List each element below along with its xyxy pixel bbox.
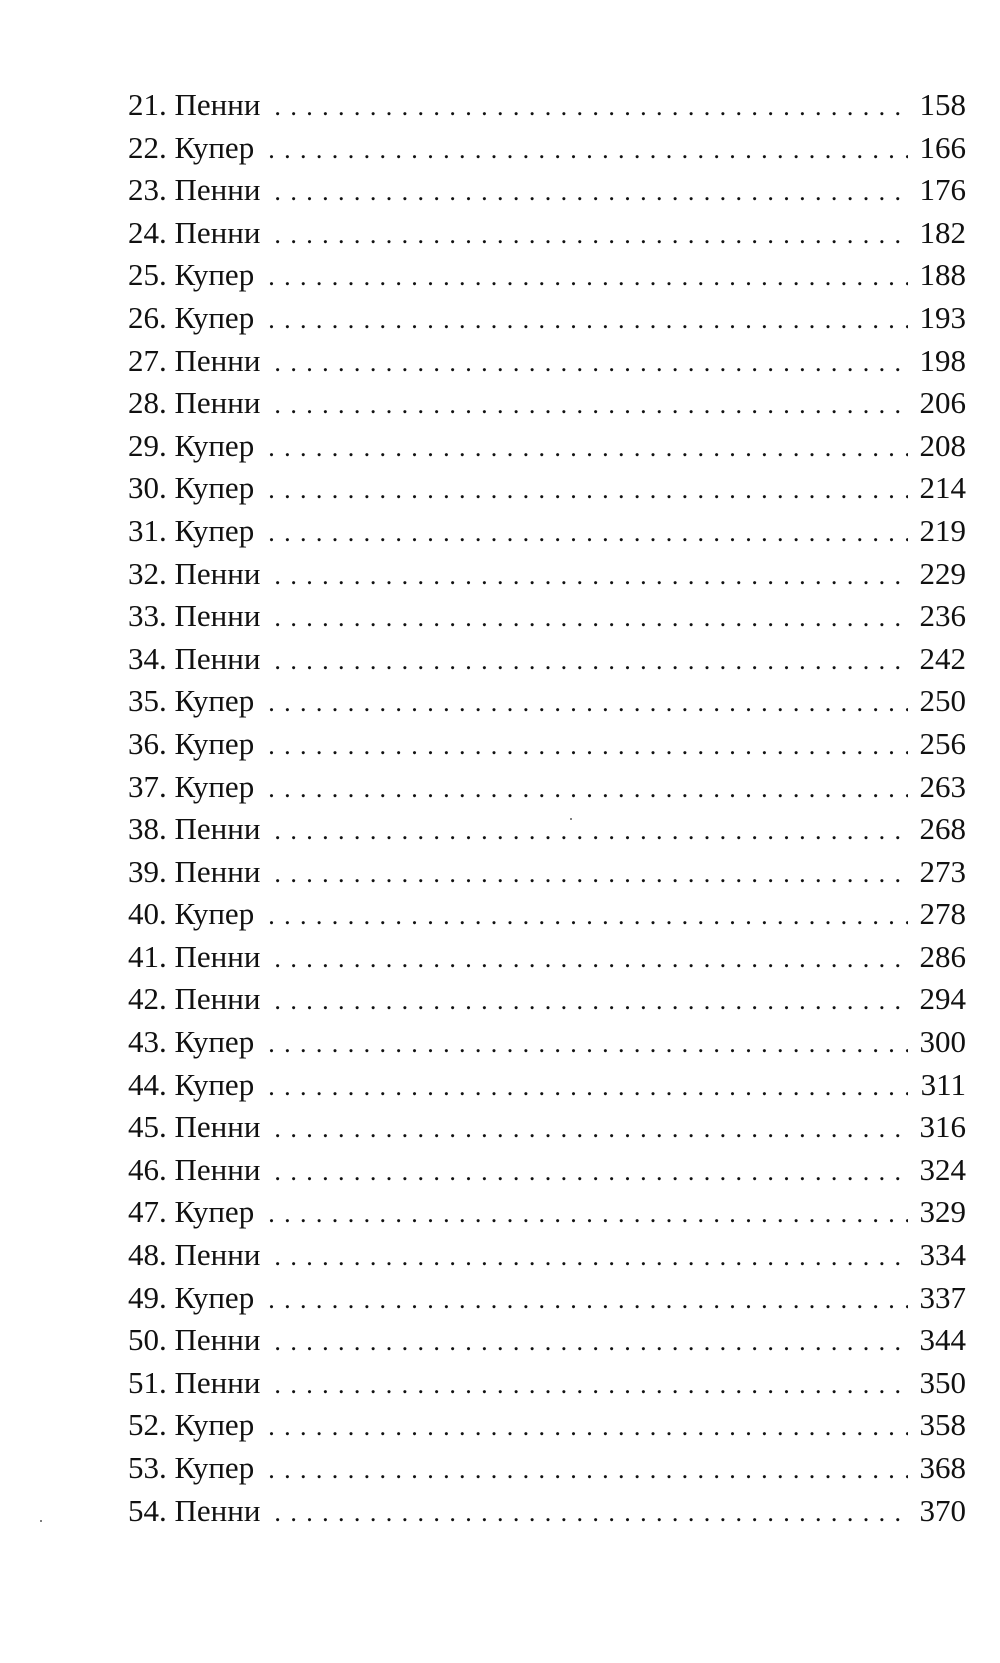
- dot-leader: [268, 469, 908, 512]
- table-of-contents: [128, 84, 966, 1532]
- toc-entry-title: Купер: [174, 257, 255, 293]
- scan-speck: [570, 818, 572, 820]
- toc-entry-page: 214: [919, 470, 966, 506]
- toc-entry-page: 206: [919, 385, 966, 421]
- toc-entry[interactable]: [128, 1234, 966, 1277]
- toc-entry-number: 41.: [128, 938, 167, 974]
- dot-leader: [268, 895, 908, 938]
- dot-leader: [268, 427, 908, 470]
- toc-entry-number: 54.: [128, 1492, 167, 1528]
- toc-entry-page: 344: [919, 1322, 966, 1358]
- toc-entry[interactable]: [128, 1490, 966, 1533]
- toc-entry-title: Пенни: [174, 598, 261, 634]
- toc-entry-title: Купер: [174, 129, 255, 165]
- toc-entry-page: 286: [919, 938, 966, 974]
- dot-leader: [268, 1023, 908, 1066]
- toc-entry[interactable]: [128, 936, 966, 979]
- toc-entry-number: 43.: [128, 1024, 167, 1060]
- dot-leader: [274, 555, 908, 598]
- toc-entry[interactable]: [128, 1447, 966, 1490]
- toc-entry-title: Пенни: [174, 640, 261, 676]
- toc-entry-page: 188: [919, 257, 966, 293]
- dot-leader: [274, 1364, 908, 1407]
- toc-entry-title: Купер: [174, 299, 255, 335]
- dot-leader: [274, 853, 908, 896]
- dot-leader: [268, 682, 908, 725]
- dot-leader: [268, 768, 908, 811]
- toc-entry-title: Купер: [174, 427, 255, 463]
- toc-entry-title: Купер: [174, 470, 255, 506]
- toc-entry-number: 24.: [128, 214, 167, 250]
- toc-entry-number: 49.: [128, 1279, 167, 1315]
- toc-entry-page: 350: [919, 1364, 966, 1400]
- toc-entry-number: 53.: [128, 1450, 167, 1485]
- toc-entry-title: Пенни: [174, 87, 261, 122]
- dot-leader: [274, 980, 908, 1023]
- toc-entry-number: 36.: [128, 725, 167, 761]
- dot-leader: [268, 512, 908, 555]
- toc-entry-title: Пенни: [174, 172, 261, 208]
- dot-leader: [274, 214, 908, 257]
- toc-entry[interactable]: [128, 1319, 966, 1362]
- toc-entry-title: Пенни: [174, 1237, 261, 1273]
- toc-entry[interactable]: [128, 808, 966, 851]
- dot-leader: [274, 1236, 908, 1279]
- toc-entry-number: 45.: [128, 1109, 167, 1145]
- toc-entry[interactable]: [128, 382, 966, 425]
- toc-entry[interactable]: [128, 467, 966, 510]
- dot-leader: [268, 1193, 908, 1236]
- toc-entry-title: Пенни: [174, 555, 261, 591]
- toc-entry-page: 300: [919, 1024, 966, 1060]
- toc-entry-number: 51.: [128, 1364, 167, 1400]
- toc-entry[interactable]: [128, 553, 966, 596]
- toc-entry-page: 324: [919, 1151, 966, 1187]
- toc-entry-page: 193: [919, 299, 966, 335]
- toc-entry[interactable]: [128, 893, 966, 936]
- toc-entry-page: 158: [919, 87, 966, 122]
- toc-entry-number: 47.: [128, 1194, 167, 1230]
- toc-entry-title: Купер: [174, 1407, 255, 1443]
- toc-entry-page: 176: [919, 172, 966, 208]
- dot-leader: [268, 1279, 908, 1322]
- dot-leader: [274, 1321, 908, 1364]
- toc-entry-page: 358: [919, 1407, 966, 1443]
- toc-entry-title: Купер: [174, 1024, 255, 1060]
- dot-leader: [268, 1449, 908, 1492]
- toc-entry[interactable]: [128, 127, 966, 170]
- toc-entry-page: 208: [919, 427, 966, 463]
- toc-entry-number: 29.: [128, 427, 167, 463]
- toc-entry-title: Купер: [174, 768, 255, 804]
- toc-entry[interactable]: [128, 297, 966, 340]
- toc-entry-number: 48.: [128, 1237, 167, 1273]
- toc-entry-title: Купер: [174, 512, 255, 548]
- dot-leader: [274, 342, 908, 385]
- toc-entry-title: Купер: [174, 1279, 255, 1315]
- toc-entry-number: 23.: [128, 172, 167, 208]
- toc-entry-title: Пенни: [174, 214, 261, 250]
- toc-entry-number: 44.: [128, 1066, 167, 1102]
- toc-entry-page: 337: [919, 1279, 966, 1315]
- dot-leader: [268, 256, 908, 299]
- toc-entry-page: 311: [920, 1066, 966, 1102]
- dot-leader: [268, 299, 908, 342]
- toc-entry-page: 256: [919, 725, 966, 761]
- toc-entry-page: 263: [919, 768, 966, 804]
- dot-leader: [274, 597, 908, 640]
- toc-entry-page: 268: [919, 811, 966, 847]
- toc-entry-number: 30.: [128, 470, 167, 506]
- toc-entry[interactable]: [128, 1191, 966, 1234]
- toc-entry[interactable]: [128, 510, 966, 553]
- toc-entry-title: Пенни: [174, 1109, 261, 1145]
- toc-entry[interactable]: [128, 169, 966, 212]
- toc-entry-page: 198: [919, 342, 966, 378]
- toc-entry-number: 38.: [128, 811, 167, 847]
- toc-entry-page: 236: [919, 598, 966, 634]
- toc-entry[interactable]: [128, 723, 966, 766]
- toc-entry[interactable]: [128, 1021, 966, 1064]
- toc-entry-title: Пенни: [174, 938, 261, 974]
- dot-leader: [268, 725, 908, 768]
- toc-entry-page: 166: [919, 129, 966, 165]
- toc-entry[interactable]: [128, 1149, 966, 1192]
- toc-entry-page: 242: [919, 640, 966, 676]
- dot-leader: [274, 938, 908, 981]
- toc-entry-page: 182: [919, 214, 966, 250]
- toc-entry-page: 229: [919, 555, 966, 591]
- toc-entry-page: 329: [919, 1194, 966, 1230]
- toc-entry[interactable]: [128, 212, 966, 255]
- dot-leader: [268, 1406, 908, 1449]
- toc-entry-number: 40.: [128, 896, 167, 932]
- toc-entry-number: 35.: [128, 683, 167, 719]
- toc-entry-number: 52.: [128, 1407, 167, 1443]
- toc-entry-title: Купер: [174, 1194, 255, 1230]
- toc-entry[interactable]: [128, 340, 966, 383]
- toc-entry-page: 368: [919, 1450, 966, 1485]
- toc-entry-title: Пенни: [174, 1322, 261, 1358]
- dot-leader: [274, 1492, 908, 1535]
- toc-entry-page: 316: [919, 1109, 966, 1145]
- dot-leader: [274, 640, 908, 683]
- toc-entry-number: 31.: [128, 512, 167, 548]
- toc-entry-number: 37.: [128, 768, 167, 804]
- toc-entry-number: 34.: [128, 640, 167, 676]
- toc-entry[interactable]: [128, 425, 966, 468]
- toc-entry[interactable]: [128, 851, 966, 894]
- dot-leader: [274, 1108, 908, 1151]
- toc-entry-title: Пенни: [174, 342, 261, 378]
- toc-entry-page: 294: [919, 981, 966, 1017]
- toc-entry-title: Пенни: [174, 853, 261, 889]
- toc-entry[interactable]: [128, 1362, 966, 1405]
- toc-entry-number: 46.: [128, 1151, 167, 1187]
- scan-speck: [40, 1520, 42, 1522]
- toc-entry[interactable]: [128, 638, 966, 681]
- toc-entry-page: 278: [919, 896, 966, 932]
- toc-entry-number: 33.: [128, 598, 167, 634]
- toc-entry-page: 370: [919, 1492, 966, 1528]
- dot-leader: [268, 1066, 908, 1109]
- toc-entry-title: Пенни: [174, 1492, 261, 1528]
- toc-entry-number: 21.: [128, 87, 167, 122]
- toc-entry-page: 273: [919, 853, 966, 889]
- toc-entry-page: 250: [919, 683, 966, 719]
- toc-entry[interactable]: [128, 254, 966, 297]
- toc-entry-number: 42.: [128, 981, 167, 1017]
- dot-leader: [274, 384, 908, 427]
- toc-entry[interactable]: [128, 1106, 966, 1149]
- dot-leader: [274, 810, 908, 853]
- toc-entry-number: 28.: [128, 385, 167, 421]
- toc-entry-page: 334: [919, 1237, 966, 1273]
- toc-entry-title: Купер: [174, 725, 255, 761]
- toc-entry-title: Пенни: [174, 385, 261, 421]
- toc-entry[interactable]: [128, 1277, 966, 1320]
- toc-entry-number: 50.: [128, 1322, 167, 1358]
- toc-entry[interactable]: [128, 978, 966, 1021]
- toc-entry[interactable]: [128, 1404, 966, 1447]
- toc-entry-number: 25.: [128, 257, 167, 293]
- toc-entry[interactable]: [128, 595, 966, 638]
- toc-entry-title: Купер: [174, 1450, 255, 1485]
- toc-entry[interactable]: [128, 766, 966, 809]
- toc-entry[interactable]: [128, 1064, 966, 1107]
- toc-entry-title: Купер: [174, 683, 255, 719]
- dot-leader: [274, 171, 908, 214]
- toc-entry-title: Пенни: [174, 1364, 261, 1400]
- toc-entry-title: Купер: [174, 896, 255, 932]
- toc-entry-title: Пенни: [174, 1151, 261, 1187]
- toc-entry-number: 26.: [128, 299, 167, 335]
- toc-entry-number: 39.: [128, 853, 167, 889]
- toc-entry-title: Пенни: [174, 981, 261, 1017]
- toc-entry-title: Купер: [174, 1066, 255, 1102]
- toc-entry[interactable]: [128, 680, 966, 723]
- toc-entry-number: 22.: [128, 129, 167, 165]
- toc-entry-page: 219: [919, 512, 966, 548]
- dot-leader: [274, 86, 908, 129]
- toc-entry-title: Пенни: [174, 811, 261, 847]
- dot-leader: [268, 129, 908, 172]
- toc-entry[interactable]: [128, 84, 966, 127]
- toc-entry-number: 27.: [128, 342, 167, 378]
- dot-leader: [274, 1151, 908, 1194]
- toc-entry-number: 32.: [128, 555, 167, 591]
